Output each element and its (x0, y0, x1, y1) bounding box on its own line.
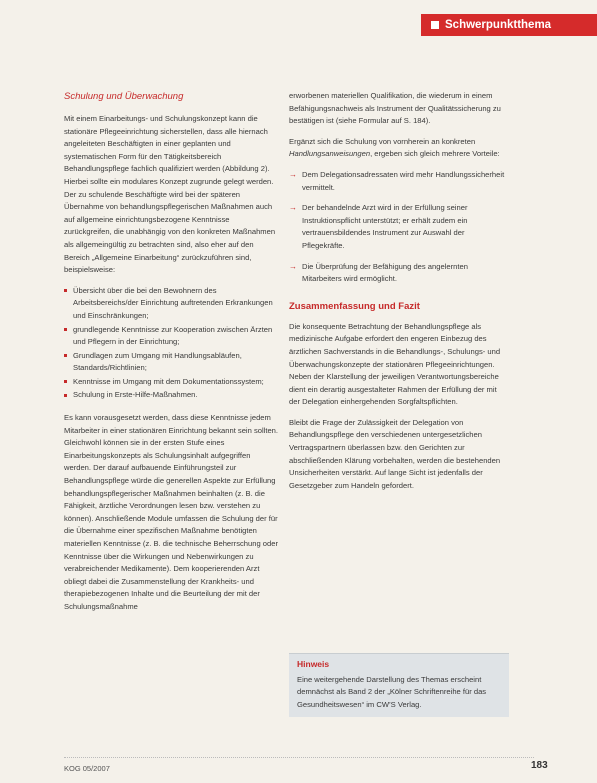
paragraph: erworbenen materiellen Qualifikation, die wiederum in einem Befähigungsnachweis als Instrument der Qualitätssicherung zu bestätigen ist (siehe Formular auf S. 184). (289, 91, 501, 126)
section-title-fazit: Zusammenfassung und Fazit (289, 300, 420, 312)
list-item-text: Die Überprüfung der Befähigung des angelernten Mitarbeiters wird ermöglicht. (302, 261, 468, 284)
arrow-list (289, 169, 509, 286)
arrow-right-icon: → (289, 261, 297, 271)
list-item (289, 202, 509, 252)
page-number: 183 (531, 760, 548, 771)
note-title: Hinweis (297, 659, 330, 669)
footer-journal: KOG 05/2007 (64, 764, 110, 773)
section-header-label: Schwerpunktthema (445, 19, 552, 31)
list-item: Grundlagen zum Umgang mit Handlungsabläufen, Standards/Richtlinien; (64, 350, 278, 375)
right-column (289, 90, 509, 500)
list-item (289, 261, 509, 286)
paragraph: Bleibt die Frage der Zulässigkeit der Delegation von Behandlungspflege den verschiedenen untergesetzlichen Vertragspartnern überlassen bzw. den Gerichten zur abschließenden Klärung vorbehalten, werden die bestehenden Unsicherheiten verstärkt. Auf lange Sicht ist jedenfalls der Gesetzgeber zum Handeln gefordert. (289, 417, 501, 490)
note-text: Eine weitergehende Darstellung des Themas erscheint demnächst als Band 2 der „Kölner Schriftenreihe für das Gesundheitswesen“ im CW’S Verlag. (297, 674, 487, 709)
arrow-right-icon: → (289, 169, 297, 179)
paragraph (289, 136, 509, 161)
paragraph-text: , ergeben sich gleich mehrere Vorteile: (370, 149, 500, 159)
emphasis-text: Handlungsanweisungen (289, 149, 371, 159)
note-box (289, 653, 509, 717)
square-icon (431, 21, 439, 29)
section-title-schulung: Schulung und Überwachung (64, 91, 184, 102)
list-item-text: Dem Delegationsadressaten wird mehr Handlungssicherheit vermittelt. (302, 169, 505, 192)
list-item-text: Der behandelnde Arzt wird in der Erfüllung seiner Instruktionspflicht unterstützt; er erhält zudem ein vertrauensbildendes Instrument zur Auswahl der Pflegekräfte. (302, 203, 468, 250)
left-column (64, 90, 278, 622)
list-item: Übersicht über die bei den Bewohnern des Arbeitsbereichs/der Einrichtung auftretenden Erkrankungen und Einschränkungen; (64, 285, 278, 323)
paragraph: Mit einem Einarbeitungs- und Schulungskonzept kann die stationäre Pflegeeinrichtung sicherstellen, dass alle hiernach angeleiteten Beschäftigten in einer geplanten und systematischen Form für den Tätigkeitsbereich Behandlungspflege fachlich qualifiziert werden (Abbildung 2). Hierbei sollte ein modulares Konzept zugrunde gelegt werden. Der zu schulende Beschäftigte wird bei der späteren Übernahme von behandlungspflegerischen Maßnahmen auch auf allgemeine einrichtungsbezogene Kenntnisse zurückgreifen, die unabhängig von den konkreten Maßnahmen als allgemeingültig zu betrachten sind, also eher auf den Bereich „Allgemeine Einarbeitung“ zurückzuführen sind, beispielsweise: (64, 114, 276, 275)
bullet-list (64, 285, 278, 402)
list-item (289, 169, 509, 194)
paragraph: Es kann vorausgesetzt werden, dass diese Kenntnisse jedem Mitarbeiter in einer stationären Einrichtung bekannt sein sollten. Gleichwohl können sie in der ersten Stufe eines Einarbeitungskonzepts als Schulungsinhalt aufgegriffen werden. Der darauf aufbauende Einführungsteil zur Behandlungspflege würde die generellen Aspekte zur Erfüllung behandlungspflegerischer Maßnahmen beinhalten (z. B. die Fähigkeit, ärztliche Verordnungen lesen bzw. verstehen zu können). Anschließende Module umfassen die Schulung der für die Übernahme einer spezifischen Maßnahme benötigten materiellen Kenntnisse (z. B. die technische Beherrschung oder Kenntnisse über die Wirkungen und Nebenwirkungen zu verabreichender Medikamente). Dem kooperierenden Arzt obliegt dabei die Zusammenstellung der Krankheits- und therapiebezogenen Inhalte und die Beurteilung der mit der Schulungsmaßnahme (64, 413, 279, 611)
list-item: Schulung in Erste-Hilfe-Maßnahmen. (64, 389, 278, 402)
paragraph: Die konsequente Betrachtung der Behandlungspflege als medizinische Aufgabe erfordert den engeren Einbezug des ärztlichen Sachverstands in die Behandlungs-, Schulungs- und Überwachungskonzepte der stationären Pflegeeinrichtungen. Neben der Klarstellung der jeweiligen Verantwortungsbereiche dient ein derartig ausgestalteter Rahmen der Erfüllung der mit der Delegation einhergehenden Sorgfaltspflichten. (289, 321, 501, 407)
paragraph-text: Ergänzt sich die Schulung von vornherein an konkreten (289, 136, 476, 146)
arrow-right-icon: → (289, 203, 297, 213)
list-item: grundlegende Kenntnisse zur Kooperation zwischen Ärzten und Pflegern in der Einrichtung; (64, 324, 278, 349)
footer-divider (64, 757, 534, 758)
list-item: Kenntnisse im Umgang mit dem Dokumentationssystem; (64, 376, 278, 389)
section-header (421, 14, 597, 36)
